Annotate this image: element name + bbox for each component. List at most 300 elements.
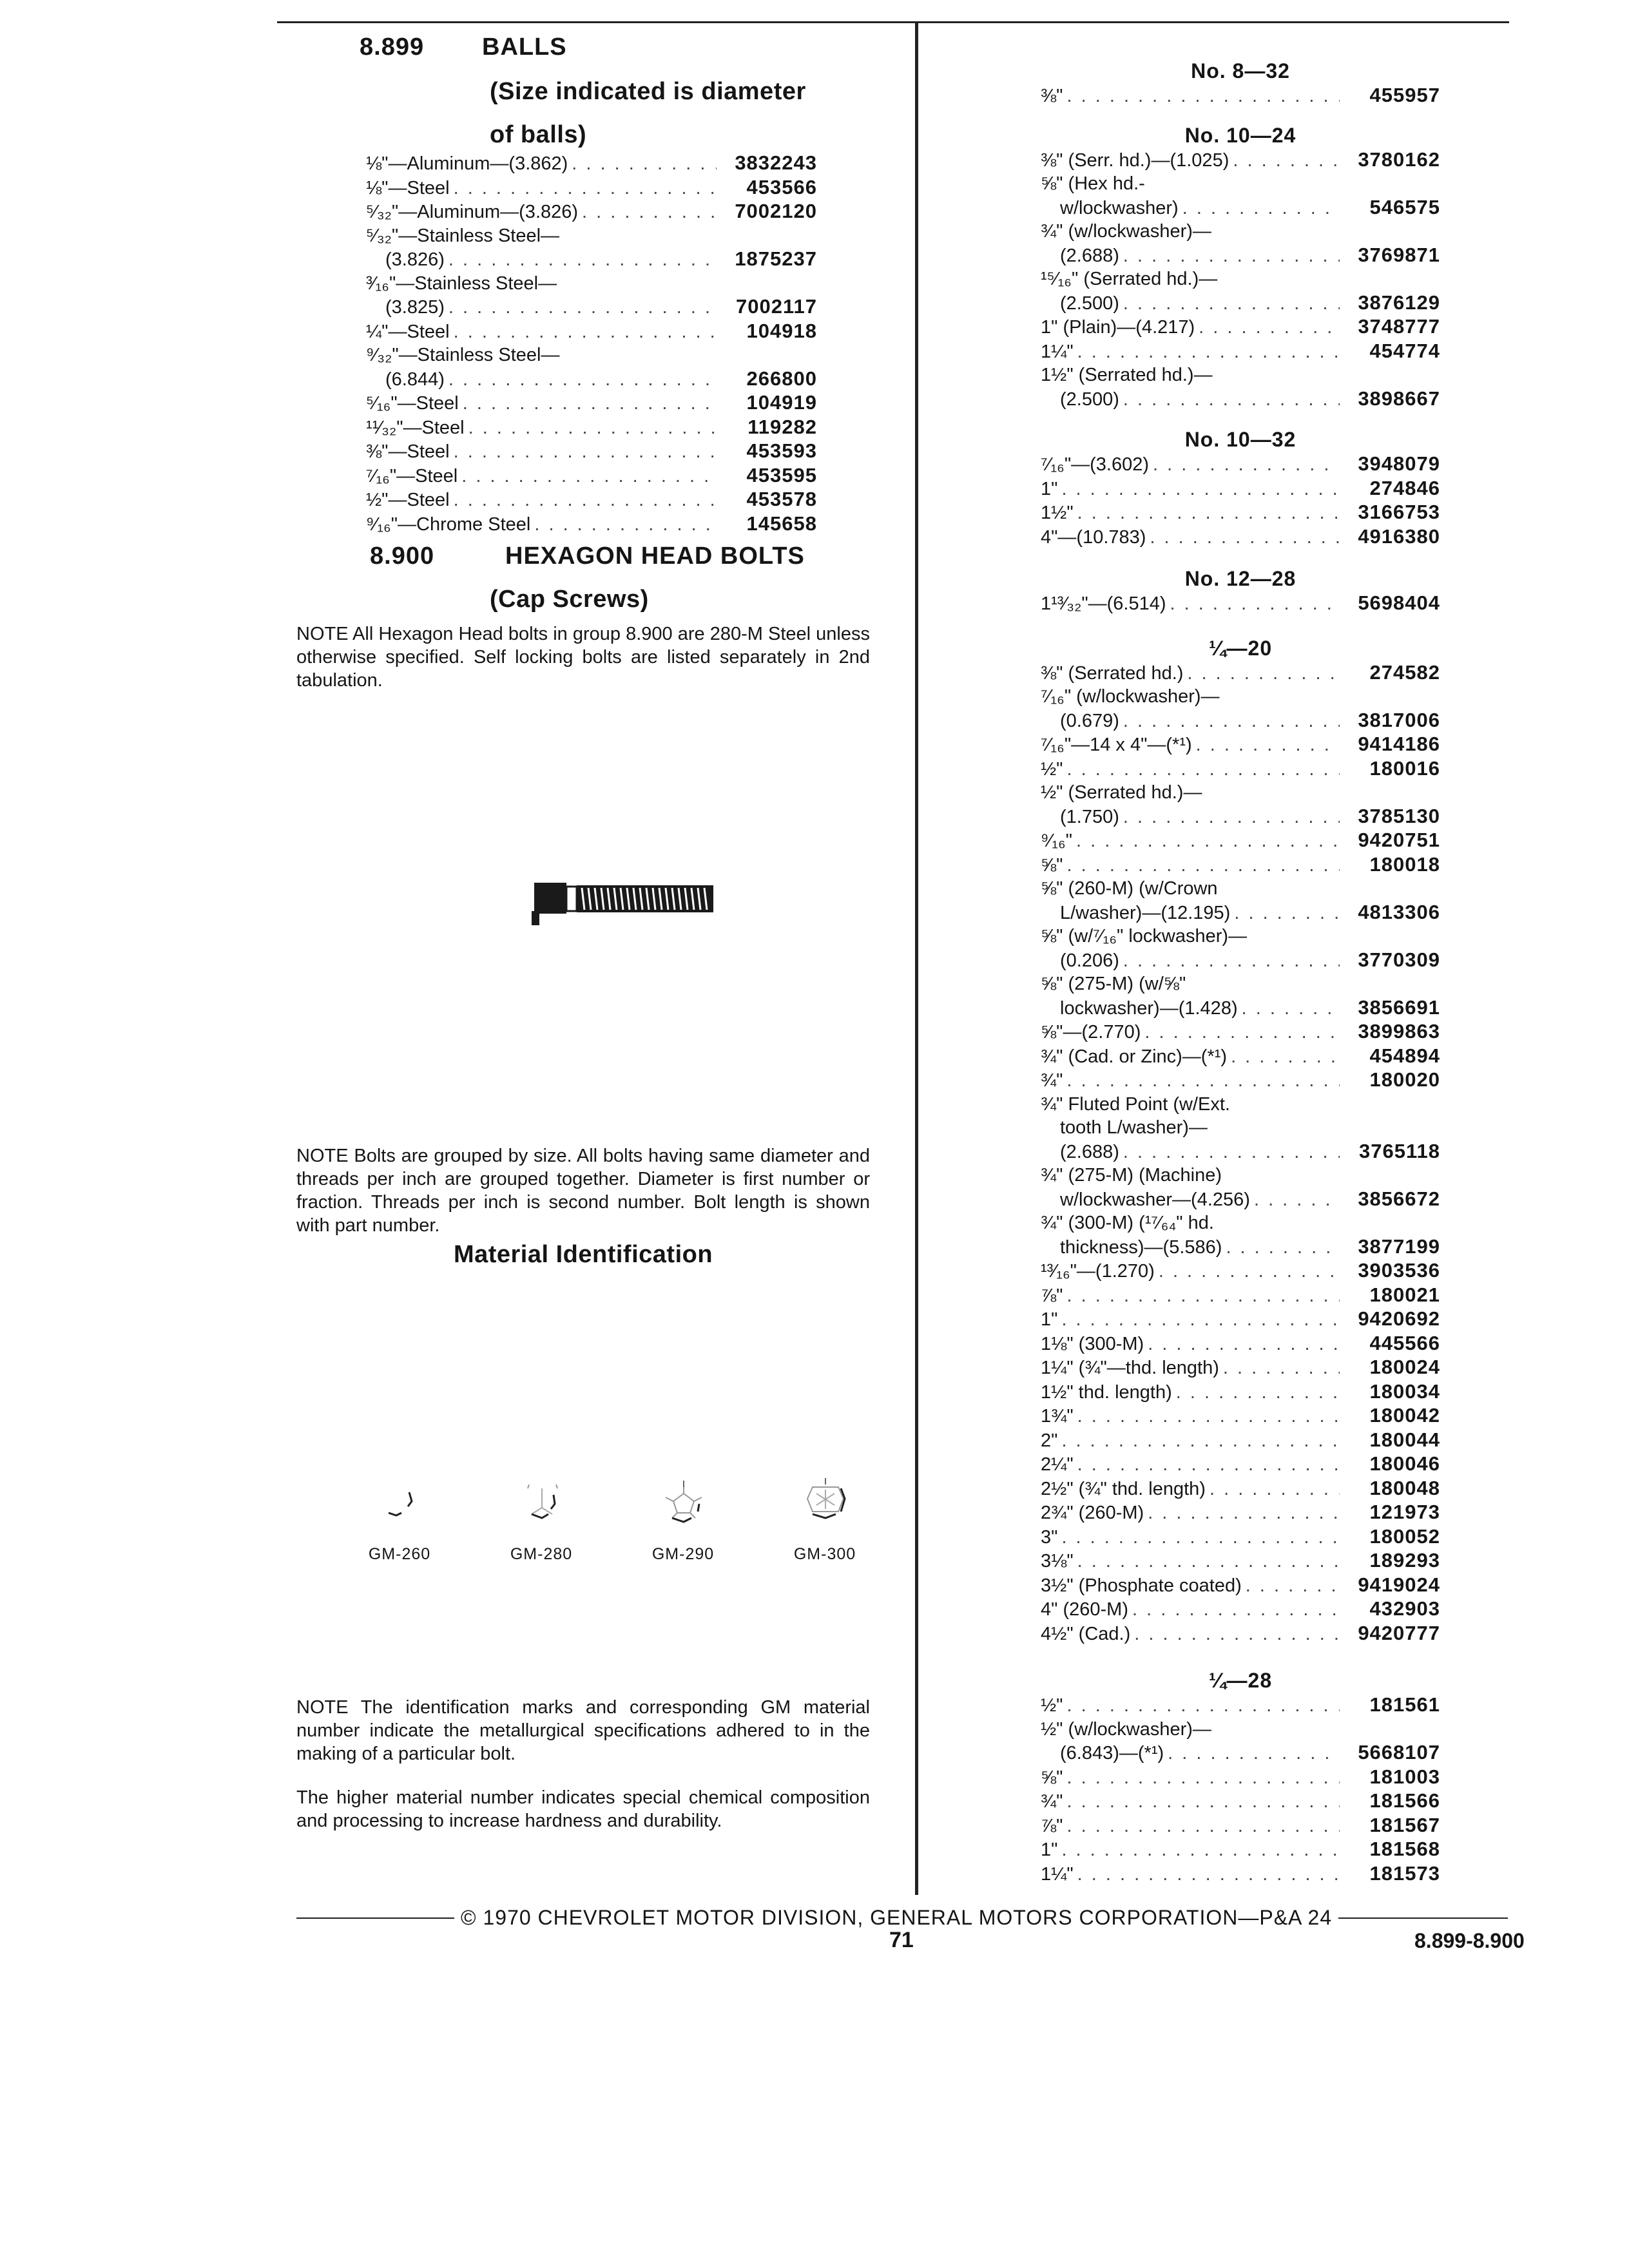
- part-number: 3166753: [1358, 501, 1440, 523]
- part-number: 121973: [1369, 1501, 1440, 1523]
- leader-dots: [1123, 949, 1340, 973]
- part-number: 3780162: [1358, 148, 1440, 171]
- parts-entry-row: [1041, 1187, 1440, 1212]
- parts-entry-row: [1041, 1380, 1440, 1405]
- leader-dots: [1077, 501, 1340, 525]
- leader-dots: [1123, 1140, 1340, 1164]
- entry-description: ⅜": [1041, 86, 1063, 106]
- leader-dots: [572, 152, 717, 176]
- entry-description: ⁵⁄₃₂"—Aluminum—(3.826): [366, 202, 579, 222]
- part-number: 145658: [746, 512, 817, 535]
- parts-entry-row: [1041, 315, 1440, 340]
- entry-description: (3.826): [385, 249, 445, 270]
- part-number: 274846: [1369, 476, 1440, 499]
- parts-entry-row: [1041, 1428, 1440, 1453]
- part-number: 3770309: [1358, 948, 1440, 971]
- leader-dots: [1242, 997, 1340, 1021]
- entry-description: ¹³⁄₁₆"—(1.270): [1041, 1261, 1155, 1282]
- balls-subtitle-1: (Size indicated is diameter: [490, 78, 806, 105]
- part-number: 3832243: [735, 151, 817, 174]
- parts-entry-row: [1041, 1765, 1440, 1790]
- parts-entry-row: [366, 176, 817, 200]
- entry-description: lockwasher)—(1.428): [1060, 997, 1238, 1019]
- part-number: 9414186: [1358, 733, 1440, 755]
- parts-entry-row: [1041, 1789, 1440, 1814]
- balls-section-number: 8.899: [360, 34, 425, 61]
- parts-entry-row: [1041, 477, 1440, 501]
- entry-description: ⅝"—(2.770): [1041, 1022, 1141, 1043]
- entry-description: 2¾" (260-M): [1041, 1503, 1144, 1523]
- part-number: 3903536: [1358, 1259, 1440, 1282]
- leader-dots: [1077, 1453, 1340, 1477]
- note-text: NOTE All Hexagon Head bolts in group 8.900 are 280-M Steel unless otherwise specified. Self locking bolts are listed separately in 2nd tabulation.: [296, 624, 870, 691]
- leader-dots: [1233, 149, 1340, 173]
- entry-description: ½"—Steel: [366, 490, 450, 510]
- entry-description: 4"—(10.783): [1041, 526, 1146, 548]
- entry-description-line: 1½" (Serrated hd.)—: [1041, 365, 1213, 385]
- group-heading: No. 12—28: [1184, 567, 1296, 590]
- entry-description: 1¹³⁄₃₂"—(6.514): [1041, 593, 1166, 614]
- leader-dots: [1077, 1550, 1340, 1573]
- note-bolt-grouping: [296, 1144, 870, 1237]
- part-number: 180042: [1369, 1404, 1440, 1427]
- entry-description: ⁷⁄₁₆"—14 x 4"—(*¹): [1041, 735, 1192, 755]
- leader-dots: [448, 248, 717, 272]
- leader-dots: [1066, 1069, 1340, 1093]
- parts-entry-row: [1041, 1259, 1440, 1283]
- group-heading: ¼—20: [1208, 636, 1273, 660]
- leader-dots: [1234, 901, 1340, 925]
- entry-description: ¾": [1041, 1070, 1063, 1091]
- group-heading: No. 8—32: [1191, 59, 1290, 82]
- leader-dots: [454, 488, 717, 512]
- entry-description: 4½" (Cad.): [1041, 1623, 1131, 1644]
- bolts-title: HEXAGON HEAD BOLTS: [505, 543, 805, 570]
- bolts-heading: [289, 543, 869, 570]
- part-number: 181573: [1369, 1861, 1440, 1885]
- note-material-number: [296, 1786, 870, 1832]
- part-number: 180024: [1369, 1356, 1440, 1378]
- leader-dots: [1077, 340, 1340, 364]
- leader-dots: [463, 392, 717, 416]
- balls-title: BALLS: [482, 34, 567, 61]
- part-number: 3899863: [1358, 1020, 1440, 1043]
- part-number: 7002117: [736, 295, 817, 318]
- entry-description: ⁷⁄₁₆"—(3.602): [1041, 454, 1149, 475]
- parts-entry-row: [1041, 757, 1440, 782]
- leader-dots: [1223, 1356, 1340, 1380]
- part-number: 180018: [1369, 852, 1440, 876]
- balls-heading: [289, 34, 869, 61]
- leader-dots: [1150, 526, 1340, 550]
- parts-entry-row: [1041, 1140, 1440, 1164]
- left-column: [289, 34, 869, 613]
- leader-dots: [454, 320, 717, 344]
- entry-description: ⁹⁄₁₆": [1041, 831, 1073, 851]
- parts-entry-row: [1041, 1020, 1440, 1044]
- entry-description: 1" (Plain)—(4.217): [1041, 317, 1195, 338]
- entry-description: 1½" thd. length): [1041, 1381, 1172, 1403]
- note-hex-bolts: [296, 622, 870, 692]
- part-number: 3877199: [1358, 1235, 1440, 1258]
- entry-description-line: tooth L/washer)—: [1060, 1117, 1208, 1138]
- entry-description: (6.844): [385, 369, 445, 390]
- parts-entry-row: [1041, 244, 1440, 268]
- entry-description: 2½" (¾" thd. length): [1041, 1478, 1206, 1499]
- top-rule: [277, 21, 1509, 23]
- mark-label: GM-300: [793, 1545, 856, 1563]
- bolts-section-number: 8.900: [370, 543, 435, 570]
- mark-label: GM-290: [651, 1545, 715, 1563]
- part-number: 5668107: [1358, 1741, 1440, 1763]
- entry-description: ⅞": [1041, 1815, 1063, 1836]
- leader-dots: [1254, 1188, 1340, 1212]
- parts-entry-row: [1041, 1622, 1440, 1646]
- part-number: 180044: [1369, 1428, 1440, 1451]
- leader-dots: [1168, 1742, 1340, 1765]
- leader-dots: [468, 416, 717, 440]
- part-number: 180048: [1369, 1476, 1440, 1499]
- bolt-size-group: [1041, 122, 1440, 412]
- part-number: 3785130: [1358, 804, 1440, 827]
- part-number: 3948079: [1358, 452, 1440, 475]
- parts-entry-row: [366, 512, 817, 537]
- entry-description-line: ¾" (w/lockwasher)—: [1041, 221, 1211, 242]
- parts-entry-row: [366, 464, 817, 488]
- part-number: 3876129: [1358, 291, 1440, 314]
- parts-entry-row: [366, 247, 817, 272]
- leader-dots: [1077, 1405, 1340, 1428]
- parts-entry-row: [1041, 1452, 1440, 1477]
- parts-entry-row: [1041, 1501, 1440, 1525]
- leader-dots: [1077, 1863, 1340, 1887]
- note-text: NOTE The identification marks and corresponding GM material number indicate the metallurgical specifications adhered to in the making of a particular bolt.: [296, 1697, 870, 1764]
- parts-entry-row: [1041, 340, 1440, 364]
- bolts-subtitle: (Cap Screws): [490, 586, 649, 613]
- entry-description: ⅜" (Serrated hd.): [1041, 662, 1184, 684]
- entry-description: 1⅛" (300-M): [1041, 1333, 1144, 1354]
- part-number: 181561: [1369, 1693, 1440, 1716]
- note-text: NOTE Bolts are grouped by size. All bolts having same diameter and threads per inch are grouped together. Diameter is first number or fraction. Threads per inch is second number. Bolt length is shown with part number.: [296, 1146, 870, 1236]
- entry-description: (2.500): [1060, 389, 1119, 410]
- parts-entry-row: [366, 416, 817, 440]
- entry-description: 1¾": [1041, 1406, 1074, 1427]
- gm-290-mark: [644, 1475, 722, 1564]
- bolt-size-group: [1041, 566, 1440, 616]
- leader-dots: [1061, 1838, 1340, 1862]
- material-identification-title: Material Identification: [453, 1241, 713, 1268]
- parts-entry-row: [366, 320, 817, 344]
- part-number: 9420751: [1358, 829, 1440, 851]
- part-number: 4813306: [1358, 900, 1440, 923]
- parts-entry-row: [1041, 1549, 1440, 1573]
- part-number: 454894: [1369, 1044, 1440, 1067]
- entry-description: ¼"—Steel: [366, 321, 450, 342]
- gm-260-mark: [361, 1475, 438, 1564]
- parts-entry-row: [1041, 84, 1440, 108]
- entry-description-line: ½" (Serrated hd.)—: [1041, 782, 1202, 803]
- footer-rule-right: [1338, 1917, 1508, 1919]
- parts-entry-row: [1041, 661, 1440, 686]
- leader-dots: [1066, 1694, 1340, 1718]
- part-number: 5698404: [1358, 591, 1440, 614]
- entry-description: 3⅛": [1041, 1551, 1074, 1571]
- leader-dots: [1123, 709, 1340, 733]
- parts-entry-row: [1041, 1814, 1440, 1838]
- entry-description: ½": [1041, 758, 1063, 780]
- copyright-text: © 1970 CHEVROLET MOTOR DIVISION, GENERAL MOTORS CORPORATION—P&A 24: [461, 1906, 1333, 1929]
- part-number: 3898667: [1358, 387, 1440, 410]
- parts-entry-row: [1041, 733, 1440, 757]
- entry-description: 2": [1041, 1430, 1058, 1451]
- parts-entry-row: [1041, 1235, 1440, 1260]
- leader-dots: [448, 368, 717, 392]
- entry-description: (0.206): [1060, 950, 1119, 971]
- parts-entry-row: [1041, 709, 1440, 733]
- part-number: 181567: [1369, 1813, 1440, 1836]
- parts-entry-row: [1041, 1573, 1440, 1598]
- entry-description-line: ⅝" (275-M) (w/⅝": [1041, 974, 1186, 994]
- entry-description-line: ⁷⁄₁₆" (w/lockwasher)—: [1041, 686, 1220, 707]
- leader-dots: [1061, 477, 1340, 501]
- part-number: 181003: [1369, 1765, 1440, 1788]
- leader-dots: [1159, 1260, 1340, 1283]
- entry-description: (3.825): [385, 297, 445, 318]
- entry-description-line: ¾" Fluted Point (w/Ext.: [1041, 1093, 1230, 1115]
- parts-entry-row: [1041, 853, 1440, 878]
- parts-entry-row: [1041, 1332, 1440, 1356]
- part-number: 1875237: [735, 247, 817, 270]
- entry-description: 1¼" (¾"—thd. length): [1041, 1358, 1219, 1378]
- entry-description: (6.843)—(*¹): [1060, 1743, 1164, 1763]
- entry-description: (2.688): [1060, 1141, 1119, 1162]
- entry-description: w/lockwasher—(4.256): [1060, 1189, 1250, 1210]
- leader-dots: [461, 465, 717, 488]
- parts-entry-row: [1041, 901, 1440, 925]
- entry-description: ⅝": [1041, 1767, 1063, 1788]
- entry-description: ⅛"—Aluminum—(3.862): [366, 153, 568, 174]
- parts-entry-row: [1041, 1741, 1440, 1765]
- parts-entry-row: [1041, 1356, 1440, 1380]
- group-heading: ¼—28: [1208, 1669, 1273, 1692]
- leader-dots: [454, 440, 717, 464]
- entry-description: 1¼": [1041, 341, 1074, 362]
- parts-entry-row: [1041, 948, 1440, 973]
- balls-parts-list: [289, 151, 817, 536]
- balls-subtitle-2: of balls): [490, 121, 587, 148]
- part-number: 181568: [1369, 1838, 1440, 1860]
- gm-300-mark: [786, 1475, 863, 1564]
- entry-description: (1.750): [1060, 806, 1119, 827]
- entry-description: ½": [1041, 1695, 1063, 1716]
- parts-entry-row: [1041, 1477, 1440, 1501]
- leader-dots: [448, 296, 717, 320]
- part-number: 3765118: [1359, 1139, 1440, 1162]
- parts-entry-row: [1041, 387, 1440, 412]
- parts-entry-row: [1041, 148, 1440, 173]
- parts-entry-row: [366, 488, 817, 512]
- leader-dots: [1148, 1501, 1340, 1525]
- entry-description: 1": [1041, 478, 1058, 499]
- leader-dots: [1176, 1381, 1340, 1405]
- parts-entry-row: [366, 439, 817, 464]
- parts-entry-row: [366, 391, 817, 416]
- entry-description: ⅝": [1041, 854, 1063, 876]
- entry-description-line: ⅝" (Hex hd.-: [1041, 173, 1145, 194]
- leader-dots: [1066, 1790, 1340, 1814]
- mark-label: GM-260: [368, 1545, 431, 1563]
- leader-dots: [1061, 1308, 1340, 1332]
- bolt-picture: [532, 863, 718, 937]
- part-number: 180020: [1369, 1068, 1440, 1091]
- entry-description-line: ⅝" (260-M) (w/Crown: [1041, 878, 1218, 899]
- leader-dots: [1066, 758, 1340, 782]
- part-number: 3856672: [1358, 1187, 1440, 1210]
- leader-dots: [1123, 805, 1340, 829]
- page-section-reference: 8.899-8.900: [1414, 1929, 1525, 1952]
- group-heading: No. 10—32: [1184, 428, 1296, 451]
- entry-description: 4" (260-M): [1041, 1599, 1128, 1620]
- entry-description: 3": [1041, 1526, 1058, 1548]
- parts-entry-row: [1041, 1068, 1440, 1093]
- part-number: 119282: [747, 415, 817, 438]
- parts-entry-row: [1041, 805, 1440, 829]
- entry-description: ⅜" (Serr. hd.)—(1.025): [1041, 149, 1229, 171]
- part-number: 274582: [1369, 660, 1440, 684]
- bolt-size-group: [1041, 427, 1440, 549]
- part-number: 180034: [1369, 1379, 1440, 1403]
- part-number: 104919: [746, 391, 817, 414]
- hex-head-plain-icon: [364, 1475, 435, 1527]
- part-number: 3769871: [1358, 243, 1440, 266]
- parts-entry-row: [1041, 1525, 1440, 1550]
- part-number: 453595: [746, 463, 817, 486]
- part-number: 445566: [1369, 1331, 1440, 1354]
- column-divider: [915, 23, 918, 1895]
- entry-description: 1½": [1041, 503, 1074, 523]
- entry-description: ¹¹⁄₃₂"—Steel: [366, 417, 465, 438]
- entry-description: ⁷⁄₁₆"—Steel: [366, 465, 458, 486]
- entry-description-line: ¾" (275-M) (Machine): [1041, 1165, 1222, 1186]
- parts-entry-row: [1041, 1693, 1440, 1718]
- leader-dots: [1144, 1021, 1340, 1044]
- entry-description-line: ⁹⁄₃₂"—Stainless Steel—: [366, 345, 560, 365]
- leader-dots: [1148, 1332, 1340, 1356]
- parts-entry-row: [366, 367, 817, 392]
- part-number: 9420692: [1358, 1307, 1440, 1330]
- right-column: [1041, 43, 1440, 1886]
- part-number: 546575: [1369, 195, 1440, 218]
- parts-entry-row: [1041, 1862, 1440, 1887]
- part-number: 180052: [1369, 1524, 1440, 1548]
- leader-dots: [1076, 829, 1340, 853]
- leader-dots: [1066, 854, 1340, 878]
- part-number: 432903: [1369, 1597, 1440, 1620]
- part-number: 9420777: [1358, 1621, 1440, 1644]
- entry-description: 3½" (Phosphate coated): [1041, 1575, 1242, 1596]
- leader-dots: [1210, 1477, 1340, 1501]
- entry-description: thickness)—(5.586): [1060, 1236, 1222, 1258]
- part-number: 181566: [1369, 1789, 1440, 1812]
- part-number: 453578: [746, 488, 817, 510]
- entry-description-line: ⁵⁄₃₂"—Stainless Steel—: [366, 225, 560, 246]
- leader-dots: [1153, 453, 1340, 477]
- entry-description: ⅛"—Steel: [366, 177, 450, 198]
- leader-dots: [1187, 662, 1340, 686]
- entry-description: ⅞": [1041, 1285, 1063, 1306]
- entry-description-line: ¹⁵⁄₁₆" (Serrated hd.)—: [1041, 269, 1218, 289]
- gm-280-mark: [503, 1475, 580, 1564]
- mark-label: GM-280: [510, 1545, 573, 1563]
- leader-dots: [1066, 1284, 1340, 1308]
- leader-dots: [1066, 1766, 1340, 1790]
- leader-dots: [1182, 197, 1340, 220]
- entry-description: 2¼": [1041, 1454, 1074, 1475]
- bolt-size-group: [1041, 1667, 1440, 1886]
- entry-description: (0.679): [1060, 710, 1119, 731]
- page-number: 71: [889, 1928, 914, 1952]
- entry-description: (2.500): [1060, 293, 1119, 314]
- hex-head-6-lines-icon: [789, 1475, 860, 1527]
- hex-head-5-lines-icon: [648, 1475, 718, 1527]
- leader-dots: [1170, 592, 1340, 616]
- leader-dots: [1061, 1526, 1340, 1550]
- leader-dots: [1123, 292, 1340, 316]
- part-number: 455957: [1369, 84, 1440, 106]
- note-identification-marks: [296, 1696, 870, 1765]
- part-number: 180016: [1369, 756, 1440, 780]
- leader-dots: [1061, 1429, 1340, 1453]
- entry-description-line: ⅝" (w/⁷⁄₁₆" lockwasher)—: [1041, 926, 1248, 947]
- hex-head-3-lines-icon: [506, 1475, 577, 1527]
- entry-description: ¾": [1041, 1791, 1063, 1812]
- leader-dots: [1246, 1574, 1340, 1598]
- part-number: 180046: [1369, 1452, 1440, 1475]
- parts-entry-row: [1041, 1838, 1440, 1862]
- parts-entry-row: [1041, 1044, 1440, 1069]
- footer-copyright-line: [296, 1906, 1508, 1930]
- parts-entry-row: [1041, 1283, 1440, 1308]
- parts-entry-row: [1041, 1307, 1440, 1332]
- leader-dots: [582, 200, 717, 224]
- entry-description: ¾" (Cad. or Zinc)—(*¹): [1041, 1046, 1228, 1067]
- part-number: 453593: [746, 439, 817, 462]
- entry-description: L/washer)—(12.195): [1060, 902, 1231, 923]
- leader-dots: [1226, 1236, 1340, 1260]
- part-number: 189293: [1369, 1549, 1440, 1571]
- entry-description: ⁹⁄₁₆"—Chrome Steel: [366, 514, 531, 535]
- part-number: 3817006: [1358, 708, 1440, 731]
- leader-dots: [534, 513, 717, 537]
- entry-description-line: ¾" (300-M) (¹⁷⁄₆₄" hd.: [1041, 1213, 1214, 1233]
- bolt-size-group: [1041, 635, 1440, 1646]
- parts-entry-row: [1041, 591, 1440, 616]
- part-number: 454774: [1369, 339, 1440, 362]
- part-number: 7002120: [735, 200, 817, 222]
- entry-description-line: ½" (w/lockwasher)—: [1041, 1718, 1211, 1740]
- parts-entry-row: [1041, 291, 1440, 316]
- parts-entry-row: [1041, 525, 1440, 550]
- part-number: 9419024: [1358, 1573, 1440, 1596]
- leader-dots: [1066, 84, 1340, 108]
- leader-dots: [1123, 244, 1340, 268]
- leader-dots: [1132, 1598, 1340, 1622]
- leader-dots: [1123, 388, 1340, 412]
- parts-entry-row: [366, 200, 817, 224]
- entry-description: (2.688): [1060, 245, 1119, 266]
- leader-dots: [1231, 1045, 1340, 1069]
- leader-dots: [1196, 733, 1340, 757]
